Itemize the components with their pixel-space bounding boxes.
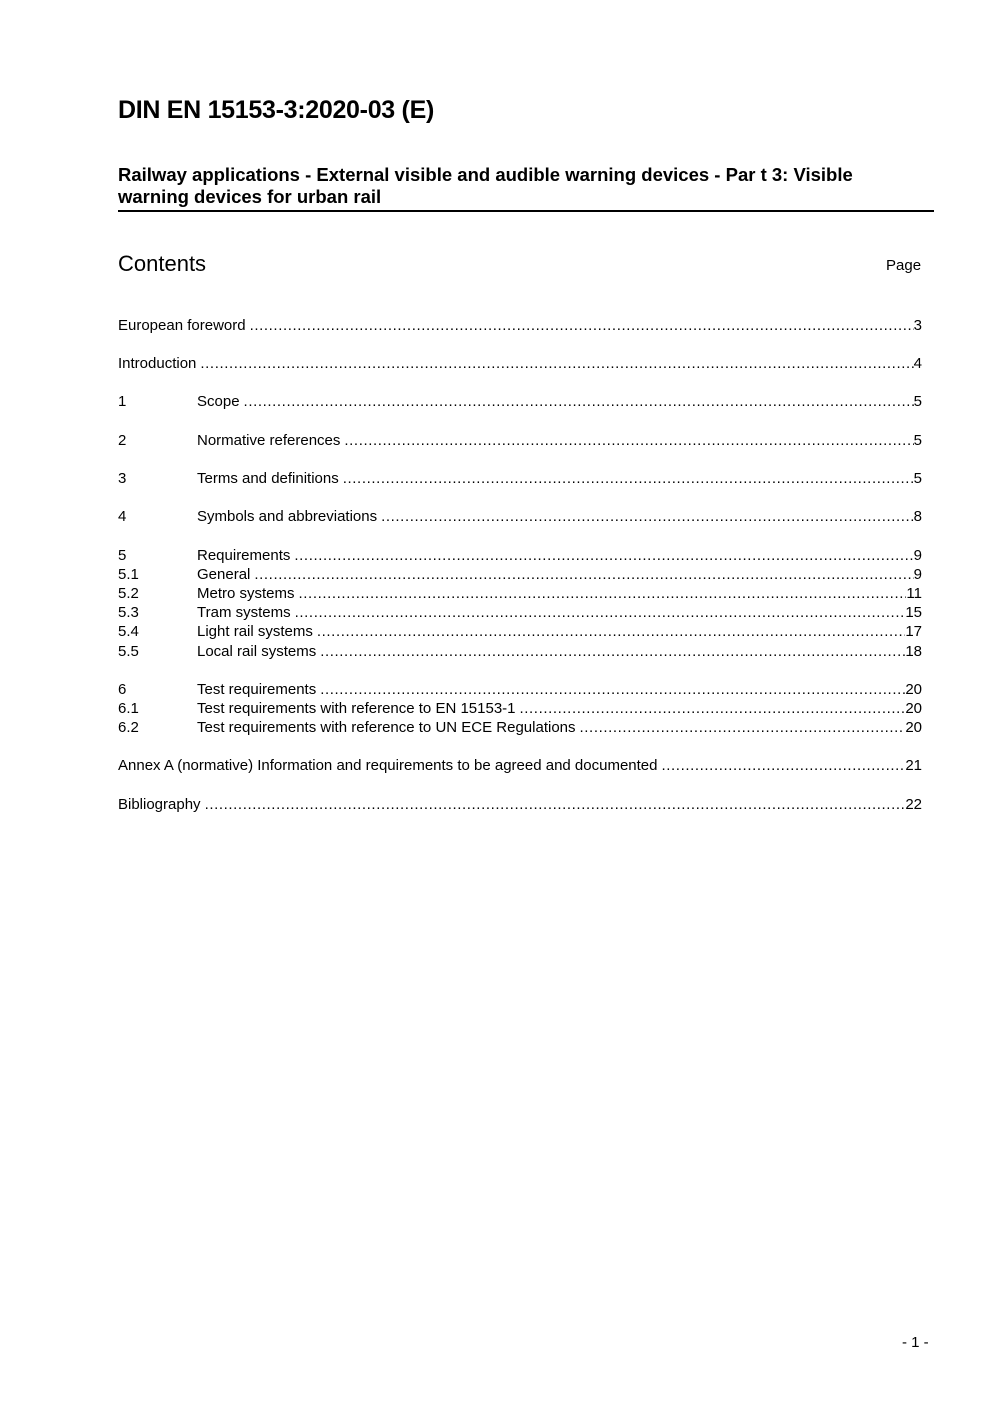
toc-entry-label: Requirements: [197, 547, 291, 564]
toc-entry-page: 17: [905, 623, 922, 640]
toc-entry-annex-a[interactable]: [118, 756, 922, 775]
toc-entry-label: Light rail systems: [197, 623, 313, 640]
toc-leader-dots: [244, 392, 914, 411]
toc-leader-dots: [520, 699, 906, 718]
toc-entry-number: 5.5: [118, 643, 139, 660]
toc-entry-page: 22: [905, 796, 922, 813]
toc-leader-dots: [343, 469, 914, 488]
toc-entry-label: Introduction: [118, 355, 197, 372]
toc-leader-dots: [250, 316, 914, 335]
toc-entry-number: 5.1: [118, 566, 139, 583]
toc-entry-terms-and-definitions[interactable]: [118, 469, 922, 488]
toc-entry-light-rail-systems[interactable]: [118, 622, 922, 641]
toc-entry-label: Tram systems: [197, 604, 291, 621]
toc-leader-dots: [200, 354, 913, 373]
toc-entry-label: Terms and definitions: [197, 470, 339, 487]
toc-entry-general[interactable]: [118, 565, 922, 584]
toc-leader-dots: [320, 642, 905, 661]
toc-entry-number: 2: [118, 432, 127, 449]
toc-entry-label: Symbols and abbreviations: [197, 508, 378, 525]
toc-entry-label: Normative references: [197, 432, 341, 449]
document-id: DIN EN 15153-3:2020-03 (E): [118, 96, 434, 124]
toc-entry-metro-systems[interactable]: [118, 584, 922, 603]
toc-entry-requirements[interactable]: [118, 546, 922, 565]
toc-entry-page: 9: [913, 547, 922, 564]
toc-entry-page: 15: [905, 604, 922, 621]
toc-entry-page: 11: [906, 585, 922, 602]
toc-leader-dots: [344, 431, 913, 450]
toc-entry-number: 6.1: [118, 700, 139, 717]
table-of-contents: [118, 0, 922, 1403]
toc-entry-page: 5: [913, 393, 922, 410]
toc-leader-dots: [662, 756, 906, 775]
toc-entry-page: 4: [913, 355, 922, 372]
toc-entry-tram-systems[interactable]: [118, 603, 922, 622]
toc-entry-symbols-and-abbreviations[interactable]: [118, 507, 922, 526]
toc-entry-bibliography[interactable]: [118, 795, 922, 814]
toc-entry-page: 20: [905, 719, 922, 736]
toc-entry-page: 9: [913, 566, 922, 583]
document-title: Railway applications - External visible and audible warning devices - Par t 3: Visible warning devices for urban rail: [118, 164, 853, 207]
toc-entry-number: 5: [118, 547, 127, 564]
toc-leader-dots: [254, 565, 913, 584]
contents-heading: Contents: [118, 251, 207, 276]
toc-entry-label: Test requirements with reference to EN 15153-1: [197, 700, 516, 717]
toc-entry-number: 5.4: [118, 623, 139, 640]
toc-leader-dots: [205, 795, 906, 814]
toc-entry-number: 6: [118, 681, 127, 698]
toc-entry-number: 5.3: [118, 604, 139, 621]
toc-entry-local-rail-systems[interactable]: [118, 642, 922, 661]
toc-leader-dots: [320, 680, 905, 699]
toc-entry-label: Test requirements with reference to UN ECE Regulations: [197, 719, 576, 736]
toc-entry-label: Metro systems: [197, 585, 295, 602]
toc-entry-label: Bibliography: [118, 796, 201, 813]
toc-entry-number: 4: [118, 508, 127, 525]
toc-leader-dots: [381, 507, 914, 526]
toc-entry-label: Scope: [197, 393, 240, 410]
toc-leader-dots: [580, 718, 906, 737]
toc-entry-number: 3: [118, 470, 127, 487]
toc-entry-european-foreword[interactable]: [118, 316, 922, 335]
toc-entry-test-requirements-un-ece[interactable]: [118, 718, 922, 737]
toc-entry-label: General: [197, 566, 251, 583]
toc-leader-dots: [317, 622, 905, 641]
toc-entry-label: Local rail systems: [197, 643, 317, 660]
toc-entry-test-requirements[interactable]: [118, 680, 922, 699]
toc-entry-number: 1: [118, 393, 127, 410]
toc-leader-dots: [299, 584, 907, 603]
toc-entry-label: European foreword: [118, 317, 246, 334]
toc-entry-label: Test requirements: [197, 681, 317, 698]
toc-entry-page: 21: [905, 757, 922, 774]
toc-entry-test-requirements-en-15153-1[interactable]: [118, 699, 922, 718]
toc-entry-page: 5: [913, 470, 922, 487]
toc-entry-page: 18: [905, 643, 922, 660]
toc-entry-number: 6.2: [118, 719, 139, 736]
toc-entry-number: 5.2: [118, 585, 139, 602]
toc-entry-label: Annex A (normative) Information and requirements to be agreed and documented: [118, 757, 658, 774]
page-number: - 1 -: [902, 1334, 929, 1351]
toc-entry-scope[interactable]: [118, 392, 922, 411]
toc-entry-normative-references[interactable]: [118, 431, 922, 450]
toc-entry-page: 20: [905, 700, 922, 717]
toc-entry-page: 20: [905, 681, 922, 698]
toc-entry-page: 3: [913, 317, 922, 334]
toc-leader-dots: [294, 546, 913, 565]
toc-entry-introduction[interactable]: [118, 354, 922, 373]
toc-leader-dots: [295, 603, 906, 622]
toc-entry-page: 8: [913, 508, 922, 525]
page-column-heading: Page: [886, 257, 922, 274]
toc-entry-page: 5: [913, 432, 922, 449]
